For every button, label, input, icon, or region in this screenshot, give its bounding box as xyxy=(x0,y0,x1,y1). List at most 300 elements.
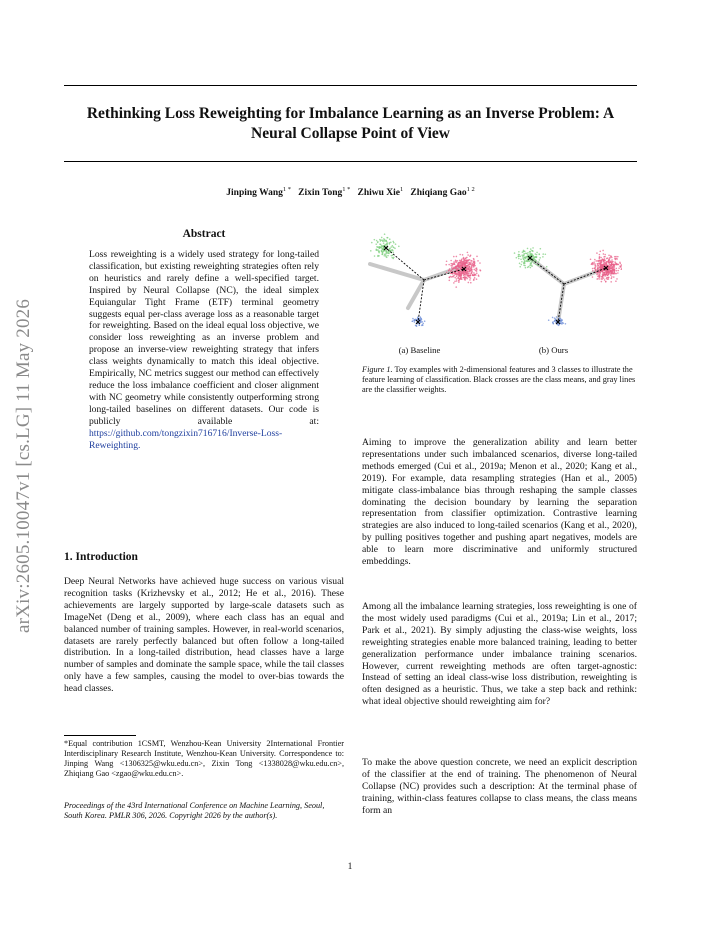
feature-point xyxy=(457,263,459,265)
feature-point xyxy=(460,268,462,270)
feature-point xyxy=(470,282,472,284)
author-3: Zhiwu Xie$^1$ xyxy=(357,186,404,199)
feature-point xyxy=(599,276,601,278)
feature-point xyxy=(465,274,467,276)
feature-point xyxy=(530,262,532,264)
feature-point xyxy=(375,243,377,245)
feature-point xyxy=(620,268,622,270)
author-1: Jinping Wang$^{1 *}$ xyxy=(226,186,291,199)
feature-point xyxy=(611,278,613,280)
feature-point xyxy=(535,253,537,255)
feature-point xyxy=(562,322,564,324)
feature-point xyxy=(471,272,473,274)
class-mean-crosses xyxy=(384,246,466,324)
feature-point xyxy=(473,264,475,266)
feature-point xyxy=(384,240,386,242)
feature-point xyxy=(597,263,599,265)
feature-point xyxy=(617,256,619,258)
feature-point xyxy=(528,266,530,268)
feature-point xyxy=(520,259,522,261)
feature-point xyxy=(542,256,544,258)
feature-point xyxy=(539,257,541,259)
feature-point xyxy=(476,278,478,280)
feature-point xyxy=(467,260,469,262)
feature-point xyxy=(518,254,520,256)
feature-point xyxy=(457,274,459,276)
feature-point xyxy=(448,280,450,282)
feature-point xyxy=(601,277,603,279)
feature-point xyxy=(415,325,417,327)
feature-point xyxy=(602,272,604,274)
author-list xyxy=(64,186,637,198)
feature-point xyxy=(542,253,544,255)
feature-point xyxy=(523,253,525,255)
feature-point xyxy=(389,238,391,240)
feature-point xyxy=(457,277,459,279)
feature-point xyxy=(596,274,598,276)
feature-point xyxy=(450,265,452,267)
feature-point xyxy=(466,261,468,263)
feature-point xyxy=(616,278,618,280)
feature-point xyxy=(383,242,385,244)
feature-point xyxy=(421,325,423,327)
feature-point xyxy=(452,264,454,266)
feature-point xyxy=(552,322,554,324)
feature-point xyxy=(594,263,596,265)
feature-point xyxy=(520,255,522,257)
feature-point xyxy=(518,251,520,253)
feature-point xyxy=(596,252,598,254)
feature-point xyxy=(600,257,602,259)
feature-point xyxy=(370,250,372,252)
feature-point xyxy=(476,267,478,269)
feature-point xyxy=(533,256,535,258)
feature-point xyxy=(378,251,380,253)
feature-point xyxy=(455,262,457,264)
arxiv-stamp: arXiv:2605.10047v1 [cs.LG] 11 May 2026 xyxy=(13,298,34,634)
feature-point xyxy=(462,254,464,256)
title-line-2: Neural Collapse Point of View xyxy=(251,125,450,142)
paper-title xyxy=(64,104,637,144)
feature-point xyxy=(523,261,525,263)
author-2: Zixin Tong$^{1 *}$ xyxy=(298,186,351,199)
feature-point xyxy=(599,251,601,253)
feature-point xyxy=(540,248,542,250)
feature-point xyxy=(554,317,556,319)
feature-point xyxy=(470,260,472,262)
feature-point xyxy=(454,281,456,283)
feature-point xyxy=(459,254,461,256)
feature-point xyxy=(384,233,386,235)
feature-point xyxy=(455,260,457,262)
feature-point xyxy=(605,274,607,276)
feature-point xyxy=(414,320,416,322)
feature-point xyxy=(379,243,381,245)
feature-point xyxy=(538,261,540,263)
subfigure-label-baseline: (a) Baseline xyxy=(398,345,441,355)
figure-caption xyxy=(362,365,637,395)
feature-point xyxy=(599,258,601,260)
feature-point xyxy=(456,280,458,282)
feature-point xyxy=(383,238,385,240)
feature-point xyxy=(470,269,472,271)
feature-point xyxy=(391,257,393,259)
feature-point xyxy=(471,267,473,269)
feature-point xyxy=(539,254,541,256)
feature-point xyxy=(615,262,617,264)
proceedings-note: Proceedings of the 43rd International Conference on Machine Learning, Seoul, South Korea. PMLR 306, 2026. Copyright 2026 by the author(s). xyxy=(64,801,325,820)
feature-point xyxy=(422,323,424,325)
feature-point xyxy=(530,248,532,250)
right-paragraph-1: Aiming to improve the generalization ability and learn better representations under such imbalanced scenarios, diverse long-tailed methods emerged (Cui et al., 2019a; Menon et al., 2020; Kang et al., 2019). For example, data resampling strategies (Han et al., 2005) mitigate class-imbalance bias through reshaping the sample classes dominating the decision boundary by learning the separation representation from classifier optimization. Contrastive learning strategies are also induced to long-tailed scenarios (Kang et al., 2020), by pulling positives together and pushing apart negatives, models are able to learn more discriminative and uniformly structured embeddings. xyxy=(362,437,637,568)
feature-point xyxy=(609,257,611,259)
feature-point xyxy=(464,279,466,281)
feature-point xyxy=(603,253,605,255)
feature-point xyxy=(456,268,458,270)
feature-point xyxy=(531,264,533,266)
feature-point xyxy=(609,267,611,269)
feature-point xyxy=(419,316,421,318)
feature-point xyxy=(607,273,609,275)
feature-point xyxy=(604,254,606,256)
feature-point xyxy=(604,256,606,258)
feature-point xyxy=(600,267,602,269)
right-paragraph-2: Among all the imbalance learning strategies, loss reweighting is one of the most widely used paradigms (Cui et al., 2019a; Lin et al., 2017; Park et al., 2021). By simply adjusting the class-wise weights, loss reweighting strategies enable more balanced training, leading to better generalization performance under imbalance training scenarios. However, current reweighting methods are often target-agnostic: Instead of setting an ideal class-wise loss distribution, reweighting is often designed as a heuristic. Thus, we take a step back and rethink: what ideal objective should reweighting aim for? xyxy=(362,601,637,708)
feature-point xyxy=(460,277,462,279)
author-4: Zhiqiang Gao$^{1 2}$ xyxy=(410,186,475,199)
feature-point xyxy=(467,275,469,277)
feature-point xyxy=(385,251,387,253)
feature-point xyxy=(371,242,373,244)
feature-point xyxy=(604,279,606,281)
feature-point xyxy=(456,278,458,280)
feature-point xyxy=(455,286,457,288)
feature-point xyxy=(523,264,525,266)
feature-point xyxy=(518,258,520,260)
code-link[interactable]: https://github.com/tongzixin716716/Inverse-Loss-Reweighting. xyxy=(89,427,283,451)
feature-point xyxy=(598,262,600,264)
footnote: *Equal contribution 1CSMT, Wenzhou-Kean University 2International Frontier Interdisciplinary Research Institute, Wenzhou-Kean University. Correspondence to: Jinping Wang <1306325@wku.edu.cn>, Zixin Tong <1338028@wku.edu.cn>, Zhiqiang Gao <zgao@wku.edu.cn>. xyxy=(64,739,344,778)
feature-point xyxy=(458,262,460,264)
feature-point xyxy=(452,276,454,278)
feature-point xyxy=(392,252,394,254)
feature-point xyxy=(608,260,610,262)
feature-point xyxy=(607,270,609,272)
feature-point xyxy=(458,266,460,268)
intro-paragraph: Deep Neural Networks have achieved huge success on various visual recognition tasks (Krizhevsky et al., 2012; He et al., 2016). These achievements are largely supported by large-scale datasets such as ImageNet (Deng et al., 2009), where each class has an equal and balanced number of training samples. However, in real-world scenarios, datasets are rarely perfectly balanced but often follow a long-tailed distribution. In a long-tailed distribution, head classes have a large number of samples and dominate the sample space, while the tail classes only have a few samples, causing the model to over-bias towards the head classes. xyxy=(64,576,344,695)
feature-point xyxy=(533,262,535,264)
feature-point xyxy=(619,263,621,265)
feature-point xyxy=(459,260,461,262)
abstract-text: Loss reweighting is a widely used strategy for long-tailed classification, but existing reweighting strategies often rely on heuristics and rarely define a well-specified target. Inspired by Neural Collapse (NC), the ideal simplex Equiangular Tight Frame (ETF) terminal geometry suggests equal per-class average loss as a reasonable target for reweighting. Based on the ideal equal loss objective, we consider loss reweighting as an inverse problem and propose an inverse-view reweighting strategy that infers class weights dynamically to match this ideal objective. Empirically, NC metrics suggest our method can effectively reduce the loss imbalance coefficient and closer alignment with NC geometry while consistently outperforming strong long-tailed baselines on different datasets. Our code is publicly available at: xyxy=(89,249,319,427)
feature-point xyxy=(599,256,601,258)
feature-point xyxy=(556,316,558,318)
feature-point xyxy=(595,271,597,273)
feature-point xyxy=(521,264,523,266)
feature-point xyxy=(603,277,605,279)
feature-point xyxy=(598,260,600,262)
feature-point xyxy=(474,262,476,264)
feature-point xyxy=(472,263,474,265)
feature-point xyxy=(476,270,478,272)
feature-point xyxy=(465,257,467,259)
feature-point xyxy=(610,270,612,272)
feature-point xyxy=(536,252,538,254)
feature-point xyxy=(603,264,605,266)
feature-point xyxy=(608,276,610,278)
feature-point xyxy=(464,271,466,273)
feature-point xyxy=(597,266,599,268)
abstract-heading: Abstract xyxy=(182,228,226,240)
feature-point xyxy=(529,251,531,253)
feature-point xyxy=(467,252,469,254)
feature-point xyxy=(463,277,465,279)
feature-point xyxy=(529,254,531,256)
feature-point xyxy=(470,268,472,270)
feature-point xyxy=(476,272,478,274)
feature-point xyxy=(614,269,616,271)
feature-point xyxy=(617,272,619,274)
feature-point xyxy=(517,256,519,258)
feature-point xyxy=(523,258,525,260)
feature-point xyxy=(596,278,598,280)
figure-panel-ours xyxy=(502,230,622,340)
feature-point xyxy=(385,255,387,257)
feature-point xyxy=(565,323,567,325)
feature-point xyxy=(597,276,599,278)
feature-point xyxy=(560,318,562,320)
feature-point xyxy=(519,266,521,268)
feature-point xyxy=(468,282,470,284)
feature-point xyxy=(424,320,426,322)
feature-point xyxy=(459,275,461,277)
feature-point xyxy=(473,279,475,281)
feature-point xyxy=(391,255,393,257)
feature-point xyxy=(612,273,614,275)
section-heading-introduction: 1. Introduction xyxy=(64,551,138,563)
feature-point xyxy=(383,255,385,257)
feature-point xyxy=(527,248,529,250)
feature-point xyxy=(616,270,618,272)
feature-point xyxy=(459,273,461,275)
feature-point xyxy=(535,256,537,258)
feature-point xyxy=(593,261,595,263)
feature-point xyxy=(450,260,452,262)
feature-point xyxy=(526,253,528,255)
feature-point xyxy=(614,264,616,266)
feature-point xyxy=(471,271,473,273)
feature-point xyxy=(468,277,470,279)
feature-point xyxy=(522,256,524,258)
feature-point xyxy=(618,267,620,269)
feature-point xyxy=(386,241,388,243)
feature-point xyxy=(374,255,376,257)
feature-point xyxy=(473,269,475,271)
feature-point xyxy=(595,265,597,267)
feature-point xyxy=(398,246,400,248)
feature-clusters xyxy=(514,247,622,326)
feature-point xyxy=(470,254,472,256)
feature-point xyxy=(608,270,610,272)
feature-point xyxy=(617,270,619,272)
feature-point xyxy=(602,258,604,260)
feature-point xyxy=(471,265,473,267)
feature-point xyxy=(612,264,614,266)
feature-point xyxy=(592,268,594,270)
feature-point xyxy=(446,272,448,274)
feature-point xyxy=(466,273,468,275)
mean-lines xyxy=(386,248,464,322)
feature-point xyxy=(602,265,604,267)
feature-point xyxy=(389,247,391,249)
feature-point xyxy=(412,318,414,320)
feature-point xyxy=(600,271,602,273)
feature-point xyxy=(616,258,618,260)
feature-point xyxy=(592,270,594,272)
feature-point xyxy=(611,259,613,261)
feature-point xyxy=(479,262,481,264)
feature-point xyxy=(453,267,455,269)
feature-point xyxy=(456,256,458,258)
footnote-rule xyxy=(64,735,136,736)
feature-point xyxy=(448,269,450,271)
feature-point xyxy=(386,244,388,246)
feature-point xyxy=(516,257,518,259)
feature-point xyxy=(605,264,607,266)
feature-point xyxy=(393,242,395,244)
feature-point xyxy=(474,277,476,279)
feature-point xyxy=(462,263,464,265)
feature-point xyxy=(453,282,455,284)
feature-point xyxy=(608,254,610,256)
feature-point xyxy=(554,320,556,322)
feature-point xyxy=(381,237,383,239)
feature-point xyxy=(616,264,618,266)
top-rule xyxy=(64,85,637,86)
feature-point xyxy=(597,265,599,267)
right-paragraph-3: To make the above question concrete, we need an explicit description of the classifier at the end of training. The phenomenon of Neural Collapse (NC) provides such a description: At the terminal phase of training, within-class features collapse to class means, the class means form an xyxy=(362,757,637,816)
feature-point xyxy=(465,265,467,267)
feature-point xyxy=(390,246,392,248)
feature-point xyxy=(478,275,480,277)
feature-point xyxy=(546,266,548,268)
feature-point xyxy=(388,253,390,255)
feature-point xyxy=(389,243,391,245)
feature-point xyxy=(480,270,482,272)
feature-point xyxy=(381,245,383,247)
caption-text: Toy examples with 2-dimensional features and 3 classes to illustrate the feature learning of classification. Black crosses are the class means, and gray lines are the classifier weights. xyxy=(362,365,636,394)
feature-point xyxy=(387,237,389,239)
feature-point xyxy=(458,279,460,281)
feature-point xyxy=(610,281,612,283)
feature-point xyxy=(460,261,462,263)
feature-point xyxy=(448,264,450,266)
feature-point xyxy=(606,258,608,260)
feature-point xyxy=(376,240,378,242)
feature-point xyxy=(467,254,469,256)
feature-point xyxy=(605,273,607,275)
feature-point xyxy=(468,269,470,271)
feature-point xyxy=(374,239,376,241)
feature-point xyxy=(392,250,394,252)
feature-point xyxy=(561,319,563,321)
feature-point xyxy=(523,250,525,252)
feature-point xyxy=(603,274,605,276)
gray-classifier-weights xyxy=(370,264,458,308)
feature-point xyxy=(600,263,602,265)
feature-point xyxy=(453,256,455,258)
feature-point xyxy=(599,254,601,256)
feature-point xyxy=(420,321,422,323)
feature-point xyxy=(592,276,594,278)
feature-point xyxy=(608,278,610,280)
feature-point xyxy=(613,276,615,278)
feature-point xyxy=(378,247,380,249)
feature-point xyxy=(377,255,379,257)
feature-point xyxy=(525,260,527,262)
feature-point xyxy=(595,260,597,262)
feature-point xyxy=(421,321,423,323)
feature-point xyxy=(532,250,534,252)
feature-point xyxy=(473,272,475,274)
feature-point xyxy=(611,276,613,278)
feature-point xyxy=(387,255,389,257)
feature-point xyxy=(469,279,471,281)
feature-point xyxy=(592,262,594,264)
feature-point xyxy=(605,262,607,264)
feature-point xyxy=(454,273,456,275)
feature-point xyxy=(376,248,378,250)
title-bottom-rule xyxy=(64,161,637,162)
feature-point xyxy=(473,275,475,277)
feature-point xyxy=(615,280,617,282)
feature-point xyxy=(381,254,383,256)
feature-point xyxy=(377,242,379,244)
feature-point xyxy=(412,320,414,322)
feature-point xyxy=(530,267,532,269)
feature-point xyxy=(463,257,465,259)
feature-point xyxy=(473,259,475,261)
feature-point xyxy=(604,259,606,261)
feature-point xyxy=(466,277,468,279)
feature-point xyxy=(461,258,463,260)
feature-point xyxy=(414,321,416,323)
feature-point xyxy=(472,275,474,277)
feature-point xyxy=(445,264,447,266)
title-line-1: Rethinking Loss Reweighting for Imbalance Learning as an Inverse Problem: A xyxy=(86,105,615,122)
feature-point xyxy=(610,256,612,258)
subfigure-label-ours: (b) Ours xyxy=(538,345,569,355)
feature-point xyxy=(519,263,521,265)
feature-point xyxy=(384,253,386,255)
feature-point xyxy=(467,271,469,273)
feature-point xyxy=(449,276,451,278)
feature-point xyxy=(381,239,383,241)
feature-point xyxy=(446,260,448,262)
feature-point xyxy=(454,277,456,279)
feature-point xyxy=(552,317,554,319)
feature-point xyxy=(521,261,523,263)
figure-panel-baseline xyxy=(368,230,488,340)
feature-point xyxy=(461,273,463,275)
feature-point xyxy=(477,260,479,262)
feature-point xyxy=(616,268,618,270)
caption-label: Figure 1. xyxy=(362,365,393,374)
feature-point xyxy=(532,257,534,259)
feature-point xyxy=(600,260,602,262)
feature-point xyxy=(525,267,527,269)
abstract-body xyxy=(89,249,319,451)
